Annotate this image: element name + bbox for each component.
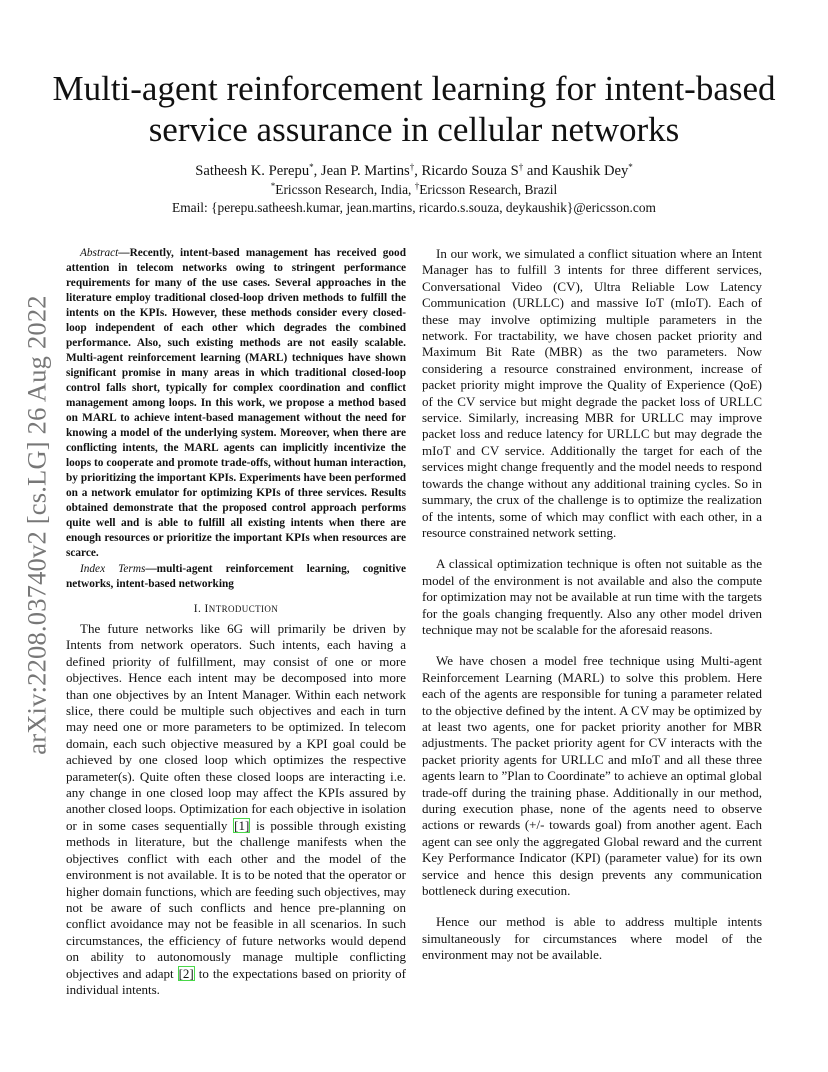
affiliation-mark: * — [628, 162, 633, 172]
author-separator: , — [313, 163, 321, 179]
author-name: Satheesh K. Perepu — [195, 163, 310, 179]
affiliation-mark: † — [414, 181, 420, 191]
affiliations — [40, 181, 788, 198]
affiliation-mark: * — [309, 162, 314, 172]
paragraph-text: The future networks like 6G will primarily be driven by Intents from network operators. Such intents, each having a defined priority of fulfillment, may consist of one or more objectives. Hence each intent may be decomposed into more than one objectives by an Intent Manager. Within each network slice, there could be multiple such objectives and each in turn may need one or more parameters to be optimized. In telecom domain, each such objective measured by a KPI goal could be achieved by one closed loop which optimizes the respective parameter(s). Quite often these closed loops are interacting i.e. any change in one closed loop may affect the KPIs assured by another closed loops. Optimization for each objective in isolation or in some cases sequentially — [66, 621, 406, 833]
index-terms — [66, 562, 406, 592]
citation-link[interactable]: [1] — [234, 817, 250, 833]
abstract-dash: — — [118, 247, 130, 259]
body-paragraph: Hence our method is able to address multiple intents simultaneously for circumstances where model of the environment may not be available. — [422, 914, 762, 963]
paragraph-text: to the expectations based on priority of individual intents. — [66, 965, 406, 997]
author-name: Jean P. Martins — [320, 163, 410, 179]
index-terms-text: multi-agent reinforcement learning, cognitive networks, intent-based networking — [66, 563, 406, 590]
citation-link[interactable]: [2] — [178, 965, 194, 981]
affiliation-text: Ericsson Research, Brazil — [419, 182, 558, 197]
intro-paragraph — [66, 621, 406, 998]
affiliation-text: Ericsson Research, India, — [275, 182, 415, 197]
title-line-1: Multi-agent reinforcement learning for intent-based — [52, 69, 776, 108]
title-line-2: service assurance in cellular networks — [148, 110, 680, 149]
affiliation-mark: † — [518, 162, 524, 172]
abstract-label: Abstract — [80, 247, 119, 259]
arxiv-side-stamp — [17, 290, 57, 760]
author-name: Ricardo Souza S — [421, 163, 519, 179]
author-separator: and — [523, 163, 552, 179]
section-heading-introduction — [66, 602, 406, 617]
author-email: Email: {perepu.satheesh.kumar, jean.martins, ricardo.s.souza, deykaushik}@ericsson.com — [172, 200, 656, 215]
body-paragraph: We have chosen a model free technique using Multi-agent Reinforcement Learning (MARL) to solve this problem. Here each of the agents are responsible for tuning a parameter related to the objective defined by the intent. A CV may be optimized by at least two agents, one for packet priority another for MBR adjustments. The packet priority agent for CV interacts with the packet priority agents for URLLC and mIoT and all these three agents learn to ”Plan to Coordinate” to achieve an optimal global trade-off during the training phase. Additionally in our method, during execution phase, none of the agents need to observe actions or rewards (+/- towards goal) from another agent. Each agent can see only the aggregated Global reward and the current Key Performance Indicator (KPI) (parameter value) for its own service and hence this design prevents any communication bottleneck during execution. — [422, 653, 762, 899]
author-list — [40, 162, 788, 180]
abstract — [66, 246, 406, 561]
author-name: Kaushik Dey — [551, 163, 629, 179]
left-column — [66, 246, 406, 998]
body-paragraph: In our work, we simulated a conflict situation where an Intent Manager has to fulfill 3 intents for three different services, Conversational Video (CV), Ultra Reliable Low Latency Communication (URLLC) and massive IoT (mIoT). Each of these may involve optimizing multiple parameters in the network. For tractability, we have chosen packet priority and Maximum Bit Rate (MBR) as the two parameters. Now considering a resource constrained environment, increase of packet priority might improve the Quality of Experience (QoE) of the CV service but might degrade the packet loss of URLLC service. Similarly, increasing MBR for URLLC may improve packet loss and reduce latency for URLLC but may degrade the mIoT and CV service. Additionally the target for each of the services might change frequently and the model needs to respond towards the change without any additional training cycles. So in summary, the crux of the challenge is to optimize the realization of the intents, some of which may conflict with each other, in a resource constrained network setting. — [422, 246, 762, 540]
index-terms-dash: — — [145, 563, 157, 575]
section-title: NTRODUCTION — [208, 604, 279, 614]
index-terms-label: Index Terms — [80, 563, 146, 575]
affiliation-mark: * — [270, 181, 276, 191]
paper-title — [40, 68, 788, 150]
section-numeral: I. I — [193, 603, 209, 615]
author-separator: , — [414, 163, 422, 179]
abstract-text: Recently, intent-based management has received good attention in telecom networks owing to stringent performance requirements for many of the use cases. Several approaches in the literature employ traditional closed-loop driven methods to fulfill the intents on the KPIs. However, these methods consider every closed-loop independent of each other which degrades the combined performance. Also, such existing methods are not easily scalable. Multi-agent reinforcement learning (MARL) techniques have shown significant promise in many areas in which traditional closed-loop control falls short, typically for complex coordination and conflict management among loops. In this work, we propose a method based on MARL to achieve intent-based management without the need for knowing a model of the underlying system. Moreover, when there are conflicting intents, the MARL agents can implicitly incentivize the loops to cooperate and promote trade-offs, without human interaction, by prioritizing the important KPIs. Experiments have been performed on a network emulator for optimizing KPIs of three services. Results obtained demonstrate that the proposed control approach performs quite well and is able to fulfill all existing intents when there are enough resources or prioritize the important KPIs when resources are scarce. — [66, 247, 406, 559]
arxiv-identifier: arXiv:2208.03740v2 [cs.LG] 26 Aug 2022 — [21, 295, 52, 755]
body-paragraph: A classical optimization technique is often not suitable as the model of the environment is not available and also the compute for optimization may not be available at run time with the targets for the goals changing frequently. Also any other model driven technique may not be scalable for the aforesaid reasons. — [422, 556, 762, 637]
affiliation-mark: † — [409, 162, 415, 172]
right-column — [422, 246, 762, 964]
paragraph-text: is possible through existing methods in literature, but the challenge manifests when the objectives conflict with each other and the model of the environment is not available. It is to be noted that the operator or higher domain functions, which are feeding such objectives, may not be aware of such conflicts and hence pre-planning on conflict avoidance may not be feasible in all scenarios. In such circumstances, the efficiency of future networks would depend on ability to autonomously manage multiple conflicting objectives and adapt — [66, 817, 406, 981]
